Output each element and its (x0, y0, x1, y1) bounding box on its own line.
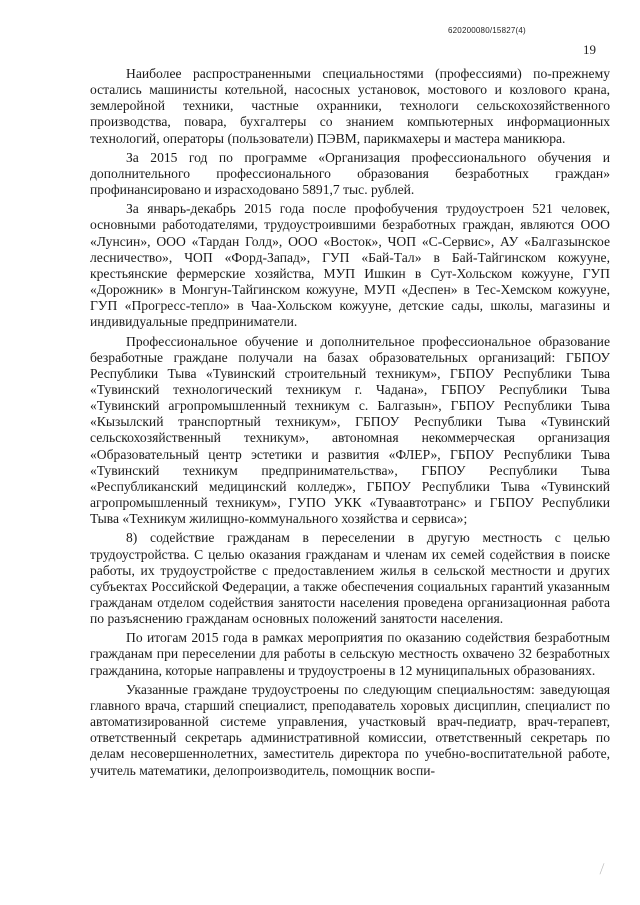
paragraph-employers: За январь-декабрь 2015 года после профобучения трудоустроен 521 человек, основными работодателями, трудоустроившими безработных граждан, являются ООО «Лунсин», ООО «Тардан Голд», ООО «Восток», ЧОП «С-Сервис», АУ «Балгазынское лесничество», ЧОП «Форд-Запад», ГУП «Бай-Тал» в Бай-Тайгинском кожууне, крестьянские фермерские хозяйства, МУП Ишкин в Сут-Хольском кожууне, ГУП «Дорожник» в Монгун-Тайгинском кожууне, МУП «Деспен» в Тес-Хемском кожууне, ГУП «Прогресс-тепло» в Чаа-Хольском кожууне, детские сады, школы, магазины и индивидуальные предприниматели. (90, 201, 610, 330)
paragraph-training-institutions: Профессиональное обучение и дополнительное профессиональное образование безработные граждане получали на базах образовательных организаций: ГБПОУ Республики Тыва «Тувинский строительный техникум», ГБПОУ Республики Тыва «Тувинский технологический техникум г. Чадана», ГБПОУ Республики Тыва «Тувинский агропромышленный техникум с. Балгазын», ГБПОУ Республики Тыва «Кызылский транспортный техникум», ГБПОУ Республики Тыва «Тувинский сельскохозяйственный техникум», автономная некоммерческая организация «Образовательный центр эстетики и развития «ФЛЕР», ГБПОУ Республики Тыва «Тувинский техникум предпринимательства», ГБПОУ Республики Тыва «Республиканский медицинский колледж», ГБПОУ Республики Тыва «Тувинский агропромышленный техникум», ГУПО УКК «Туваавтотранс» и ГБПОУ Республики Тыва «Техникум жилищно-коммунального хозяйства и сервиса»; (90, 333, 610, 527)
paragraph-specialties: Наиболее распространенными специальностями (профессиями) по-прежнему остались машинисты котельной, насосных установок, мостового и козлового крана, землеройной техники, частные охранники, технологи сельскохозяйственного производства, повара, бухгалтеры со знанием компьютерных информационных технологий, операторы (пользователи) ПЭВМ, парикмахеры и мастера маникюра. (90, 66, 610, 146)
page-number: 19 (583, 42, 596, 57)
paragraph-employed-specialties: Указанные граждане трудоустроены по следующим специальностям: заведующая главного врача, старший специалист, преподаватель хоровых дисциплин, специалист по автоматизированной системе управления, участковый врач-педиатр, врач-терапевт, ответственный секретарь административной комиссии, ответственный секретарь по делам несовершеннолетних, заместитель директора по учебно-воспитательной работе, учитель математики, делопроизводитель, помощник воспи- (90, 681, 610, 778)
paragraph-funding: За 2015 год по программе «Организация профессионального обучения и дополнительного профессионального образования безработных граждан» профинансировано и израсходовано 5891,7 тыс. рублей. (90, 149, 610, 198)
paragraph-results-2015: По итогам 2015 года в рамках мероприятия по оказанию содействия безработным гражданам при переселении для работы в сельскую местность охвачено 32 безработных гражданина, которые направлены и трудоустроены в 12 муниципальных образованиях. (90, 630, 610, 678)
document-body (90, 66, 610, 782)
scan-mark-icon: ⟋ (595, 861, 609, 878)
paragraph-relocation: 8) содействие гражданам в переселении в другую местность с целью трудоустройства. С целью оказания гражданам и членам их семей содействия в поиске работы, их трудоустройстве с предоставлением жилья в сельской местности и других субъектах Российской Федерации, а также обеспечения социальных гарантий указанным гражданам отделом содействия занятости населения проведена организационная работа по разъяснению гражданам основных положений занятости населения. (90, 530, 610, 627)
document-id: 620200080/15827(4) (448, 26, 526, 35)
